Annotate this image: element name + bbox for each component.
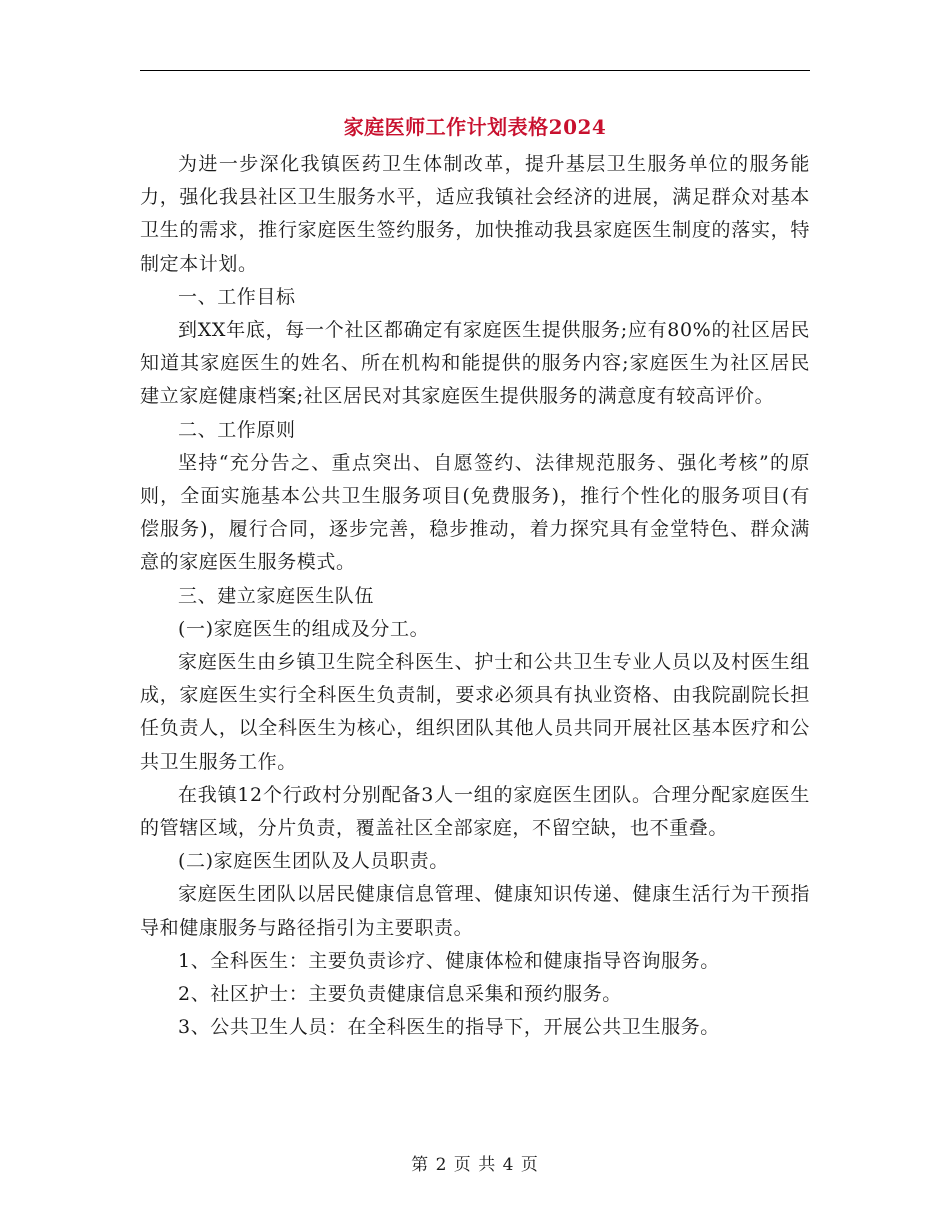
list-item-general-practitioner: 1、全科医生：主要负责诊疗、健康体检和健康指导咨询服务。 xyxy=(178,949,720,972)
list-item-community-nurse: 2、社区护士：主要负责健康信息采集和预约服务。 xyxy=(178,983,622,1006)
document-body xyxy=(140,148,810,1044)
heading-build-team: 三、建立家庭医生队伍 xyxy=(178,584,375,607)
subheading-composition: (一)家庭医生的组成及分工。 xyxy=(178,617,430,640)
document-title: 家庭医师工作计划表格2024 xyxy=(343,115,607,139)
paragraph-work-principles: 坚持“充分告之、重点突出、自愿签约、法律规范服务、强化考核”的原则，全面实施基本公共卫生服务项目(免费服务)，推行个性化的服务项目(有偿服务)，履行合同，逐步完善，稳步推动，着力探究具有金堂特色、群众满意的家庭医生服务模式。 xyxy=(140,451,810,574)
paragraph-composition: 家庭医生由乡镇卫生院全科医生、护士和公共卫生专业人员以及村医生组成，家庭医生实行全科医生负责制，要求必须具有执业资格、由我院副院长担任负责人，以全科医生为核心，组织团队其他人员共同开展社区基本医疗和公共卫生服务工作。 xyxy=(140,651,810,773)
header-rule xyxy=(140,70,810,71)
heading-work-goals: 一、工作目标 xyxy=(178,285,296,308)
subheading-responsibilities: (二)家庭医生团队及人员职责。 xyxy=(178,850,449,873)
paragraph-team-allocation: 在我镇12个行政村分别配备3人一组的家庭医生团队。合理分配家庭医生的管辖区域，分片负责，覆盖社区全部家庭，不留空缺，也不重叠。 xyxy=(140,783,810,840)
paragraph-work-goals: 到XX年底，每一个社区都确定有家庭医生提供服务;应有80%的社区居民知道其家庭医生的姓名、所在机构和能提供的服务内容;家庭医生为社区居民建立家庭健康档案;社区居民对其家庭医生提供服务的满意度有较高评价。 xyxy=(140,319,810,408)
heading-work-principles: 二、工作原则 xyxy=(178,418,296,441)
list-item-public-health-staff: 3、公共卫生人员：在全科医生的指导下，开展公共卫生服务。 xyxy=(178,1016,720,1039)
page-number: 第 2 页 共 4 页 xyxy=(411,1155,539,1175)
paragraph-responsibilities: 家庭医生团队以居民健康信息管理、健康知识传递、健康生活行为干预指导和健康服务与路径指引为主要职责。 xyxy=(140,883,810,939)
paragraph-intro: 为进一步深化我镇医药卫生体制改革，提升基层卫生服务单位的服务能力，强化我县社区卫生服务水平，适应我镇社会经济的进展，满足群众对基本卫生的需求，推行家庭医生签约服务，加快推动我县家庭医生制度的落实，特制定本计划。 xyxy=(140,153,810,275)
